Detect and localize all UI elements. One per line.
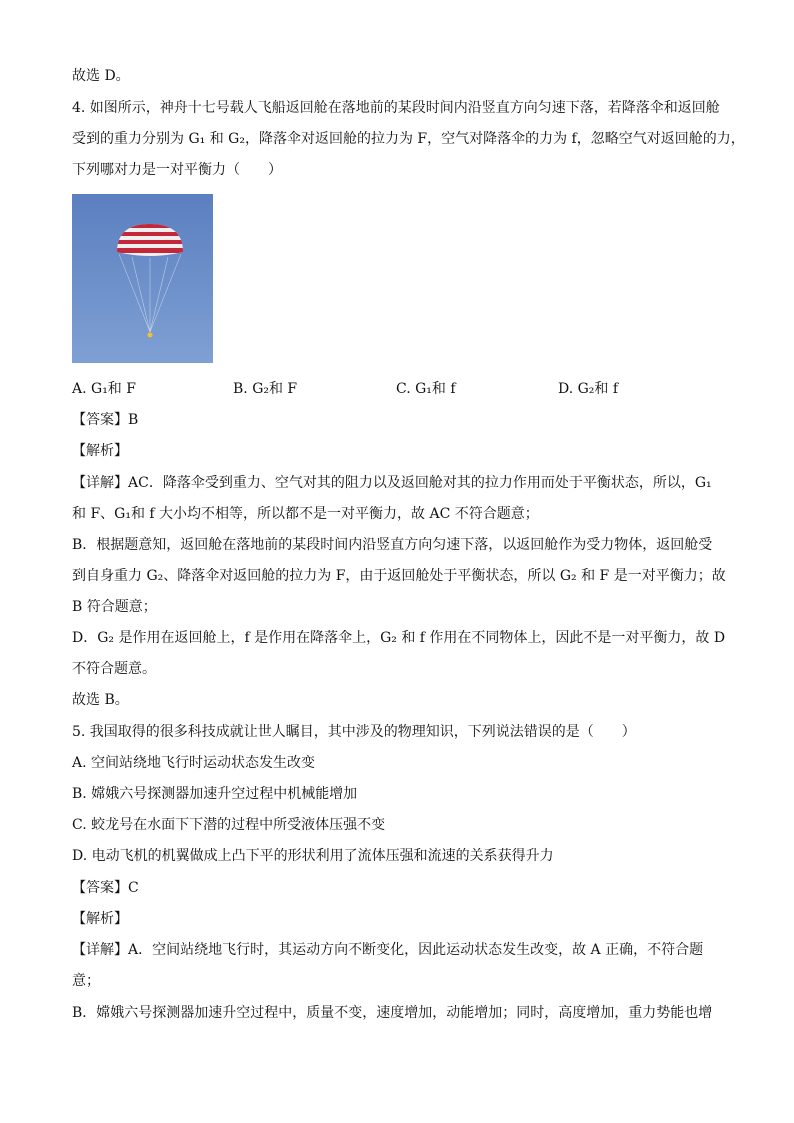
option-a: A. G₁和 F	[72, 381, 136, 397]
detail-1-line-1: 【详解】AC．降落伞受到重力、空气对其的阻力以及返回舱对其的拉力作用而处于平衡状态，所以，G₁	[72, 475, 712, 491]
detail-2-line-1: 【详解】A．空间站绕地飞行时，其运动方向不断变化，因此运动状态发生改变，故 A 正确，不符合题	[72, 942, 704, 958]
detail-2-line-2: 意；	[72, 973, 100, 989]
prev-answer-line: 故选 D。	[72, 68, 130, 84]
option-d: D. G₂和 f	[558, 381, 619, 397]
detail-1-line-8: 故选 B。	[72, 692, 129, 708]
analysis-1-heading: 【解析】	[72, 443, 128, 459]
detail-2-line-3: B．嫦娥六号探测器加速升空过程中，质量不变，速度增加，动能增加；同时，高度增加，重力势能也增	[72, 1005, 713, 1021]
detail-1-line-3: B．根据题意知，返回舱在落地前的某段时间内沿竖直方向匀速下落，以返回舱作为受力物体，返回舱受	[72, 537, 713, 553]
question-4-line-2: 受到的重力分别为 G₁ 和 G₂，降落伞对返回舱的拉力为 F，空气对降落伞的力为 f，忽略空气对返回舱的力，	[72, 131, 745, 147]
detail-1-line-7: 不符合题意。	[72, 661, 156, 677]
detail-1-line-4: 到自身重力 G₂、降落伞对返回舱的拉力为 F，由于返回舱处于平衡状态，所以 G₂ 和 F 是一对平衡力；故	[72, 568, 726, 584]
analysis-2-heading: 【解析】	[72, 911, 128, 927]
question-5-option-b: B. 嫦娥六号探测器加速升空过程中机械能增加	[72, 786, 358, 802]
detail-1-line-6: D．G₂ 是作用在返回舱上，f 是作用在降落伞上，G₂ 和 f 作用在不同物体上，因此不是一对平衡力，故 D	[72, 630, 726, 646]
question-5-stem: 5. 我国取得的很多科技成就让世人瞩目，其中涉及的物理知识，下列说法错误的是（ ）	[72, 724, 636, 740]
option-b: B. G₂和 F	[233, 381, 298, 397]
detail-1-line-2: 和 F、G₁和 f 大小均不相等，所以都不是一对平衡力，故 AC 不符合题意；	[72, 506, 539, 522]
answer-2: 【答案】C	[72, 880, 139, 896]
question-5-option-c: C. 蛟龙号在水面下下潜的过程中所受液体压强不变	[72, 817, 386, 833]
parachute-photo	[72, 194, 213, 363]
option-c: C. G₁和 f	[396, 381, 456, 397]
question-5-option-d: D. 电动飞机的机翼做成上凸下平的形状利用了流体压强和流速的关系获得升力	[72, 848, 554, 864]
answer-1: 【答案】B	[72, 412, 139, 428]
detail-1-line-5: B 符合题意；	[72, 599, 157, 615]
question-5-option-a: A. 空间站绕地飞行时运动状态发生改变	[72, 755, 316, 771]
question-4-line-1: 4. 如图所示，神舟十七号载人飞船返回舱在落地前的某段时间内沿竖直方向匀速下落，若降落伞和返回舱	[72, 100, 720, 116]
question-4-line-3: 下列哪对力是一对平衡力（ ）	[72, 162, 282, 178]
